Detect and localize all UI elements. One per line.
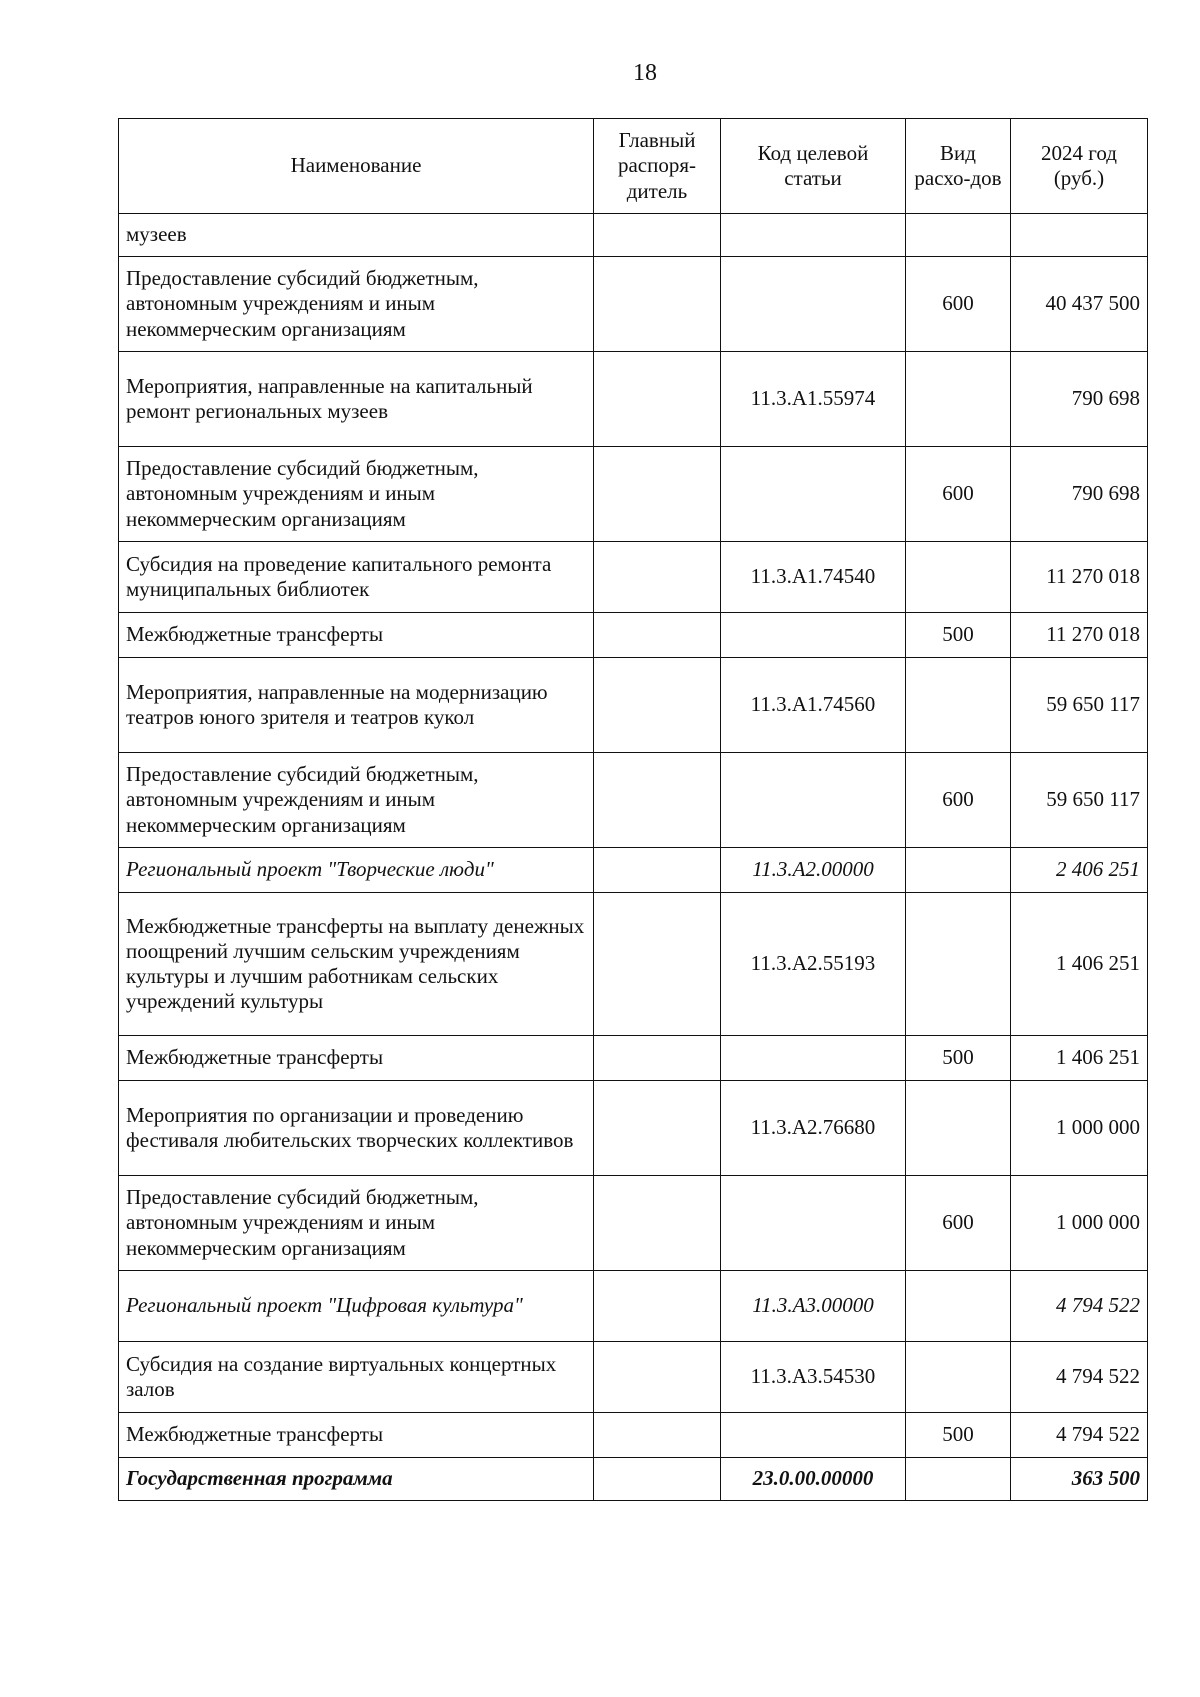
cell-name: Региональный проект "Творческие люди": [119, 848, 594, 893]
table-header-row: [119, 119, 1148, 214]
table-row: [119, 658, 1148, 753]
cell-ministry: [594, 1036, 721, 1081]
cell-name: Предоставление субсидий бюджетным, автономным учреждениям и иным некоммерческим организациям: [119, 447, 594, 542]
cell-code: [721, 1413, 906, 1458]
header-expense-type: Вид расхо-дов: [906, 119, 1011, 214]
cell-code: 23.0.00.00000: [721, 1458, 906, 1501]
cell-code: [721, 447, 906, 542]
cell-code: 11.3.А2.55193: [721, 893, 906, 1036]
cell-expense-type: [906, 1458, 1011, 1501]
cell-name: Межбюджетные трансферты: [119, 613, 594, 658]
table-row: [119, 214, 1148, 257]
cell-amount: 2 406 251: [1011, 848, 1148, 893]
cell-expense-type: [906, 658, 1011, 753]
cell-expense-type: 600: [906, 1176, 1011, 1271]
cell-ministry: [594, 447, 721, 542]
cell-code: 11.3.А1.74540: [721, 542, 906, 613]
header-code: Код целевой статьи: [721, 119, 906, 214]
table-row: [119, 1342, 1148, 1413]
header-ministry: Главный распоря-дитель: [594, 119, 721, 214]
cell-amount: 1 406 251: [1011, 893, 1148, 1036]
cell-code: [721, 214, 906, 257]
cell-ministry: [594, 1176, 721, 1271]
cell-amount: 4 794 522: [1011, 1413, 1148, 1458]
cell-name: Мероприятия по организации и проведению фестиваля любительских творческих коллективов: [119, 1081, 594, 1176]
cell-amount: 790 698: [1011, 447, 1148, 542]
cell-ministry: [594, 753, 721, 848]
page-number: 18: [633, 60, 657, 86]
cell-name: Государственная программа: [119, 1458, 594, 1501]
table-row: [119, 1176, 1148, 1271]
cell-expense-type: 500: [906, 613, 1011, 658]
cell-name: музеев: [119, 214, 594, 257]
table-row: [119, 1458, 1148, 1501]
cell-expense-type: 500: [906, 1413, 1011, 1458]
cell-code: 11.3.А3.00000: [721, 1271, 906, 1342]
cell-amount: 11 270 018: [1011, 613, 1148, 658]
budget-table: [118, 118, 1148, 1501]
cell-amount: 1 000 000: [1011, 1176, 1148, 1271]
cell-ministry: [594, 1458, 721, 1501]
cell-expense-type: [906, 352, 1011, 447]
cell-expense-type: [906, 893, 1011, 1036]
cell-code: [721, 1176, 906, 1271]
cell-ministry: [594, 893, 721, 1036]
table-row: [119, 447, 1148, 542]
cell-name: Мероприятия, направленные на модернизацию театров юного зрителя и театров кукол: [119, 658, 594, 753]
table-row: [119, 1413, 1148, 1458]
header-name: Наименование: [119, 119, 594, 214]
cell-expense-type: 600: [906, 753, 1011, 848]
cell-expense-type: 600: [906, 447, 1011, 542]
cell-name: Межбюджетные трансферты: [119, 1413, 594, 1458]
cell-code: [721, 257, 906, 352]
cell-name: Предоставление субсидий бюджетным, автономным учреждениям и иным некоммерческим организациям: [119, 257, 594, 352]
cell-expense-type: [906, 1342, 1011, 1413]
cell-amount: 790 698: [1011, 352, 1148, 447]
cell-amount: 59 650 117: [1011, 753, 1148, 848]
cell-amount: 1 406 251: [1011, 1036, 1148, 1081]
table-body: [119, 214, 1148, 1501]
cell-name: Межбюджетные трансферты: [119, 1036, 594, 1081]
table-row: [119, 257, 1148, 352]
cell-ministry: [594, 352, 721, 447]
table-row: [119, 352, 1148, 447]
cell-code: 11.3.А1.74560: [721, 658, 906, 753]
table-row: [119, 1081, 1148, 1176]
cell-code: 11.3.А2.76680: [721, 1081, 906, 1176]
cell-expense-type: [906, 542, 1011, 613]
cell-expense-type: [906, 1081, 1011, 1176]
cell-expense-type: [906, 848, 1011, 893]
cell-code: 11.3.А3.54530: [721, 1342, 906, 1413]
table-row: [119, 613, 1148, 658]
cell-name: Предоставление субсидий бюджетным, автономным учреждениям и иным некоммерческим организациям: [119, 753, 594, 848]
table-row: [119, 893, 1148, 1036]
cell-name: Предоставление субсидий бюджетным, автономным учреждениям и иным некоммерческим организациям: [119, 1176, 594, 1271]
cell-amount: [1011, 214, 1148, 257]
cell-name: Межбюджетные трансферты на выплату денежных поощрений лучшим сельским учреждениям культуры и лучшим работникам сельских учреждений культуры: [119, 893, 594, 1036]
table-row: [119, 542, 1148, 613]
cell-code: 11.3.А2.00000: [721, 848, 906, 893]
cell-ministry: [594, 1413, 721, 1458]
cell-name: Региональный проект "Цифровая культура": [119, 1271, 594, 1342]
cell-ministry: [594, 1342, 721, 1413]
cell-ministry: [594, 1081, 721, 1176]
cell-ministry: [594, 214, 721, 257]
cell-amount: 40 437 500: [1011, 257, 1148, 352]
cell-name: Субсидия на создание виртуальных концертных залов: [119, 1342, 594, 1413]
cell-ministry: [594, 613, 721, 658]
cell-amount: 4 794 522: [1011, 1342, 1148, 1413]
cell-code: 11.3.А1.55974: [721, 352, 906, 447]
cell-amount: 11 270 018: [1011, 542, 1148, 613]
cell-amount: 1 000 000: [1011, 1081, 1148, 1176]
cell-ministry: [594, 542, 721, 613]
cell-name: Мероприятия, направленные на капитальный ремонт региональных музеев: [119, 352, 594, 447]
cell-ministry: [594, 658, 721, 753]
table-row: [119, 1271, 1148, 1342]
cell-code: [721, 613, 906, 658]
cell-expense-type: 600: [906, 257, 1011, 352]
cell-expense-type: [906, 214, 1011, 257]
cell-ministry: [594, 257, 721, 352]
cell-expense-type: 500: [906, 1036, 1011, 1081]
cell-amount: 59 650 117: [1011, 658, 1148, 753]
cell-amount: 4 794 522: [1011, 1271, 1148, 1342]
cell-code: [721, 753, 906, 848]
cell-code: [721, 1036, 906, 1081]
table-row: [119, 848, 1148, 893]
table-row: [119, 753, 1148, 848]
cell-ministry: [594, 848, 721, 893]
cell-expense-type: [906, 1271, 1011, 1342]
header-amount: 2024 год (руб.): [1011, 119, 1148, 214]
cell-amount: 363 500: [1011, 1458, 1148, 1501]
table-row: [119, 1036, 1148, 1081]
cell-ministry: [594, 1271, 721, 1342]
cell-name: Субсидия на проведение капитального ремонта муниципальных библиотек: [119, 542, 594, 613]
